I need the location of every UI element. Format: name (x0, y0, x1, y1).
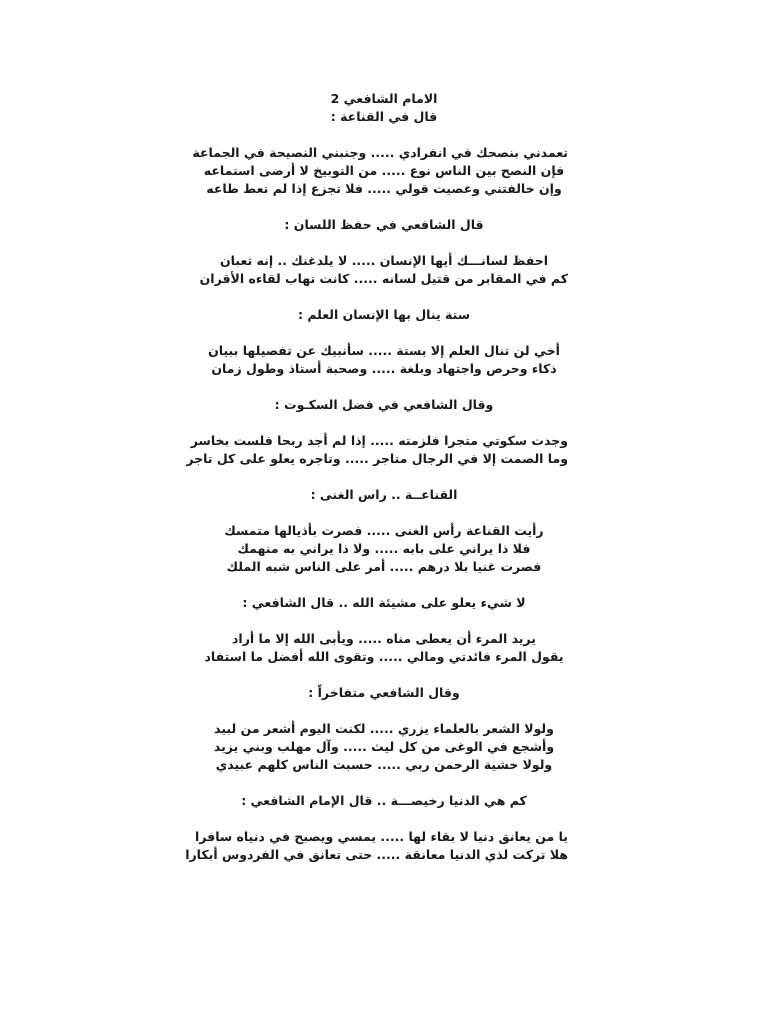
document-title: الامام الشافعي 2 (330, 91, 438, 106)
verse-line: كم في المقابر من قتيل لسانه ..... كانت تهاب لقاءه الأقران (199, 271, 568, 286)
verse-line: يريد المرء أن يعطى مناه ..... ويأبى الله إلا ما أراد (232, 631, 536, 646)
poem-section (200, 216, 568, 288)
poem-section (200, 684, 568, 774)
section-heading: لا شيء يعلو على مشيئة الله .. قال الشافعي : (242, 595, 526, 610)
spacer (200, 468, 568, 486)
poem-section (186, 396, 568, 468)
section-heading: وقال الشافعي في فضل السكـوت : (274, 397, 494, 412)
verse-line: فإن النصح بين الناس نوع ..... من التوبيخ لا أرضى استماعه (203, 163, 565, 178)
verse-line: ولولا خشية الرحمن ربي ..... حسبت الناس كلهم عبيدي (215, 757, 553, 772)
spacer (200, 378, 568, 396)
poem-section (192, 144, 568, 198)
poem-section (200, 486, 568, 576)
verse-line: يا من يعانق دنيا لا بقاء لها ..... يمسي ويصبح في دنياه سافرا (194, 829, 568, 844)
verse-line: فصرت غنيا بلا درهم ..... أمر على الناس شبه الملك (226, 559, 542, 574)
poem-column (185, 90, 568, 864)
spacer (200, 774, 568, 792)
verse-line: ذكاء وحرص واجتهاد وبلغة ..... وصحبة أستاذ وطول زمان (211, 361, 557, 376)
verse-line: رأيت القناعة رأس الغنى ..... فصرت بأذيالها متمسك (224, 523, 544, 538)
spacer (200, 126, 568, 144)
poem-section (185, 792, 568, 864)
spacer (200, 576, 568, 594)
spacer (200, 702, 568, 720)
verse-line: احفظ لسانـــك أيها الإنسان ..... لا يلدغنك .. إنه ثعبان (219, 253, 548, 268)
verse-line: وما الصمت إلا في الرجال متاجر ..... وتاجره يعلو على كل تاجر (186, 451, 568, 466)
spacer (200, 414, 568, 432)
verse-line: أخي لن تنال العلم إلا بستة ..... سأنبيك عن تفصيلها ببيان (208, 343, 560, 358)
spacer (200, 666, 568, 684)
verse-line: وإن خالفتني وعصيت قولي ..... فلا تجزع إذا لم تعط طاعه (206, 181, 562, 196)
section-heading: قال في القناعة : (330, 109, 438, 124)
spacer (200, 810, 568, 828)
spacer (200, 324, 568, 342)
spacer (200, 234, 568, 252)
poem-section (200, 594, 568, 666)
verse-line: وأشجع في الوغى من كل ليث ..... وآل مهلب وبني يزيد (213, 739, 555, 754)
verse-line: وجدت سكوتي متجرا فلزمته ..... إذا لم أجد ربحا فلست بخاسر (190, 433, 568, 448)
section-heading: قال الشافعي في حفظ اللسان : (284, 217, 484, 232)
poem-section (200, 306, 568, 378)
section-heading: كم هي الدنيا رخيصـــة .. قال الإمام الشافعي : (241, 793, 527, 808)
verse-line: فلا ذا يراني على بابه ..... ولا ذا يراني به منهمك (237, 541, 531, 556)
verse-line: ولولا الشعر بالعلماء يزري ..... لكنت اليوم أشعر من لبيد (214, 721, 554, 736)
spacer (200, 612, 568, 630)
spacer (200, 288, 568, 306)
section-heading: القناعــة .. راس الغنى : (310, 487, 458, 502)
verse-line: يقول المرء فائدتي ومالي ..... وتقوى الله أفضل ما استفاد (204, 649, 564, 664)
section-heading: وقال الشافعي متفاخراً : (308, 685, 460, 700)
spacer (200, 198, 568, 216)
spacer (200, 504, 568, 522)
verse-line: هلا تركت لذي الدنيا معانقة ..... حتى تعانق في الفردوس أبكارا (185, 847, 568, 862)
section-heading: ستة ينال بها الإنسان العلم : (297, 307, 470, 322)
verse-line: تعمدني بنصحك في انفرادي ..... وجنبني النصيحة في الجماعة (192, 145, 568, 160)
